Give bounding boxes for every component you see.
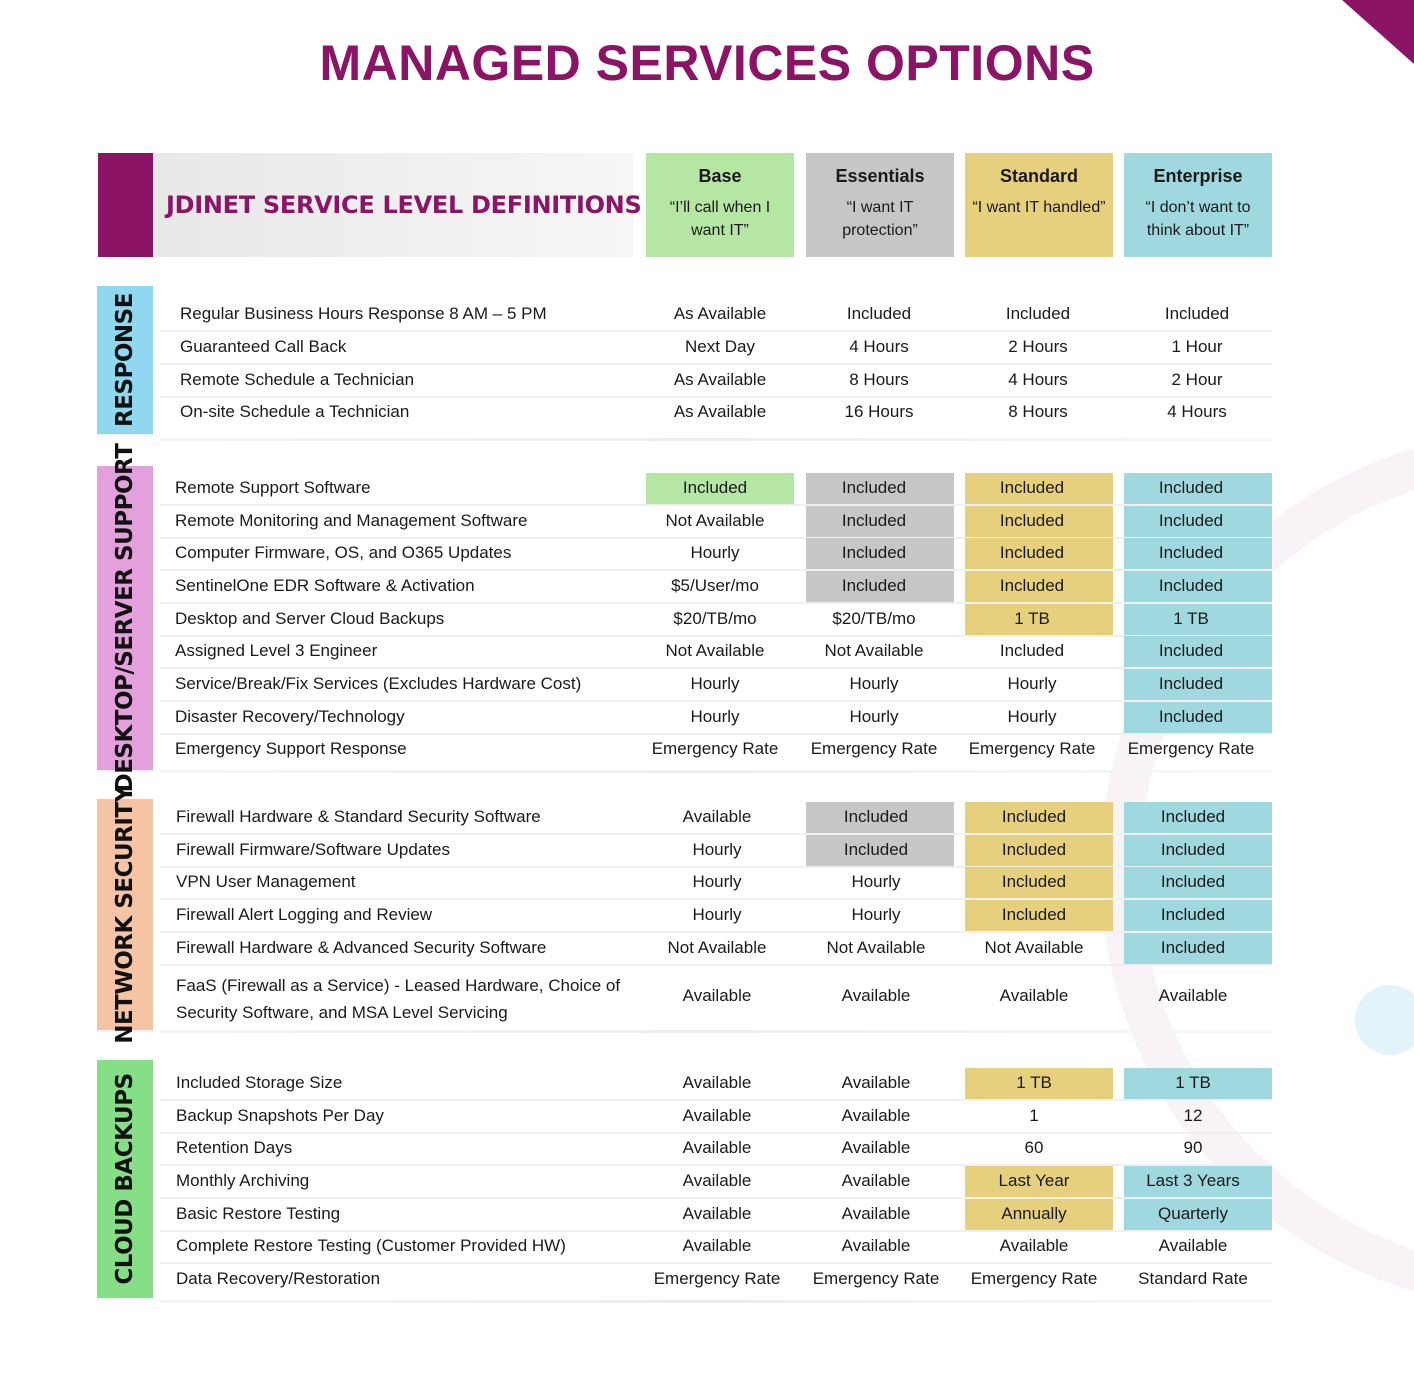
tier-quote: “I’ll call when I want IT” [669,199,771,239]
row-separator [160,667,1272,669]
cell-standard: Hourly [1007,674,1057,693]
cell-essentials: Included [843,807,909,826]
cell-essentials: Included [843,840,909,859]
row-separator [160,396,1272,398]
cell-enterprise: Included [1160,872,1226,891]
cell-enterprise: 90 [1183,1138,1203,1157]
row-separator [160,330,1272,332]
row-separator [160,700,1272,702]
section-title: CLOUD BACKUPS [112,1073,138,1285]
section-tab-cloud-backups [97,1060,153,1298]
cell-base: Emergency Rate [651,739,779,758]
page-title: MANAGED SERVICES OPTIONS [319,35,1095,91]
row-label: Monthly Archiving [176,1171,310,1190]
cell-standard: Included [999,478,1065,497]
cell-standard: Included [1005,304,1071,323]
row-separator [160,1230,1272,1232]
cell-essentials: Available [841,986,911,1005]
row-label: Remote Monitoring and Management Software [175,511,528,530]
row-label: Remote Support Software [175,478,371,497]
cell-enterprise: 1 TB [1173,609,1209,628]
cell-standard: 1 TB [1016,1073,1052,1092]
tier-name: Standard [999,166,1078,186]
tier-quote: “I want IT protection” [842,199,918,239]
cell-standard: Last Year [998,1171,1070,1190]
cell-base: Not Available [665,511,765,530]
tier-quote: “I want IT handled” [972,199,1106,216]
row-label: Firewall Hardware & Advanced Security Software [176,938,547,957]
cell-essentials: Available [841,1171,911,1190]
section-tab-network-security [97,785,153,1044]
row-separator [160,733,1272,735]
cell-essentials: Not Available [824,641,924,660]
tier-quote: “I don’t want to think about IT” [1145,199,1251,239]
cell-essentials: Hourly [851,872,901,891]
cell-enterprise: 2 Hour [1171,370,1223,389]
row-label: Guaranteed Call Back [180,337,347,356]
cell-base: Available [682,1138,752,1157]
cell-essentials: Available [841,1138,911,1157]
cell-enterprise: 1 Hour [1171,337,1223,356]
cell-standard: 60 [1024,1138,1044,1157]
row-label: Firewall Alert Logging and Review [176,905,433,924]
cell-standard: Hourly [1007,707,1057,726]
cell-essentials: Included [841,576,907,595]
cell-essentials: Available [841,1236,911,1255]
cell-base: Not Available [667,938,767,957]
row-label-line-1: FaaS (Firewall as a Service) - Leased Hardware, Choice of [176,976,621,995]
cell-enterprise: Included [1160,807,1226,826]
cell-essentials: Hourly [851,905,901,924]
cell-standard: 8 Hours [1008,402,1068,421]
cell-enterprise: Included [1158,543,1224,562]
tier-header-enterprise [1124,153,1272,257]
cell-base: Available [682,1073,752,1092]
row-label: Service/Break/Fix Services (Excludes Hardware Cost) [175,674,582,693]
tier-header-base [646,153,794,257]
cell-base: Hourly [692,872,742,891]
cell-enterprise: 4 Hours [1167,402,1227,421]
cell-essentials: Included [841,478,907,497]
row-label: Regular Business Hours Response 8 AM – 5 PM [180,304,547,323]
cell-standard: Included [1001,807,1067,826]
cell-essentials: Available [841,1073,911,1092]
row-label-line-2: Security Software, and MSA Level Servicing [176,1003,508,1022]
cell-enterprise: Quarterly [1158,1204,1228,1223]
section-tab-desktop-server-support [97,443,153,793]
cell-standard: Included [1001,840,1067,859]
cell-base: Included [682,478,748,497]
cell-base: As Available [673,402,767,421]
section-bottom-rule [160,438,1272,441]
cell-base: Available [682,986,752,1005]
cell-enterprise: Included [1158,707,1224,726]
cell-standard: Included [1001,905,1067,924]
cell-base: Hourly [692,905,742,924]
row-separator [160,1132,1272,1134]
tier-header-standard [965,153,1113,257]
cell-enterprise: Included [1158,511,1224,530]
cell-base: Hourly [692,840,742,859]
row-label: Desktop and Server Cloud Backups [175,609,445,628]
cell-essentials: Not Available [826,938,926,957]
cell-enterprise: Included [1164,304,1230,323]
cell-standard: Included [999,543,1065,562]
cell-enterprise: Included [1160,938,1226,957]
cell-standard: Included [1001,872,1067,891]
cell-enterprise: Available [1158,1236,1228,1255]
cell-base: Available [682,1204,752,1223]
cell-enterprise: 12 [1183,1106,1203,1125]
cell-standard: Not Available [984,938,1084,957]
header-accent-bar [98,153,153,257]
cell-standard: Available [999,1236,1069,1255]
cell-essentials: Included [841,543,907,562]
row-label: Firewall Hardware & Standard Security Software [176,807,541,826]
cell-essentials: Emergency Rate [812,1269,940,1288]
row-separator [160,964,1272,966]
tier-name: Base [698,166,742,186]
cell-enterprise: Included [1158,478,1224,497]
cell-standard: Included [999,511,1065,530]
row-label: Basic Restore Testing [176,1204,341,1223]
cell-essentials: Included [841,511,907,530]
row-label: Disaster Recovery/Technology [175,707,405,726]
cell-essentials: 8 Hours [849,370,909,389]
cell-standard: 2 Hours [1008,337,1068,356]
cell-standard: 1 [1029,1106,1039,1125]
cell-enterprise: Included [1158,576,1224,595]
cell-standard: 1 TB [1014,609,1050,628]
row-label: Remote Schedule a Technician [180,370,415,389]
cell-enterprise: Available [1158,986,1228,1005]
section-title: RESPONSE [112,293,138,427]
cell-essentials: 16 Hours [844,402,914,421]
cell-essentials: Available [841,1106,911,1125]
cell-base: As Available [673,304,767,323]
section-tab-response [97,286,153,434]
cell-base: Not Available [665,641,765,660]
cell-essentials: Available [841,1204,911,1223]
row-label: On-site Schedule a Technician [180,402,410,421]
cell-standard: Annually [1001,1204,1067,1223]
cell-essentials: 4 Hours [849,337,909,356]
row-separator [160,931,1272,933]
row-label: Complete Restore Testing (Customer Provided HW) [176,1236,566,1255]
cell-base: Available [682,1236,752,1255]
section-bottom-rule [160,770,1272,773]
row-label: Backup Snapshots Per Day [176,1106,384,1125]
section-bottom-rule [160,1030,1272,1033]
cell-base: Next Day [685,337,755,356]
cell-standard: Emergency Rate [968,739,1096,758]
row-label: Data Recovery/Restoration [176,1269,381,1288]
cell-base: $5/User/mo [671,576,759,595]
cell-base: $20/TB/mo [673,609,757,628]
section-title: NETWORK SECURITY [112,785,138,1044]
cell-enterprise: Included [1160,905,1226,924]
cell-base: As Available [673,370,767,389]
cell-enterprise: 1 TB [1175,1073,1211,1092]
tier-name: Essentials [835,166,925,186]
row-label: Emergency Support Response [175,739,407,758]
section-bottom-rule [160,1300,1272,1303]
cell-enterprise: Last 3 Years [1146,1171,1240,1190]
row-label [176,972,620,1026]
row-label: Included Storage Size [176,1073,343,1092]
row-label: VPN User Management [176,872,356,891]
row-separator [160,635,1272,637]
cell-essentials: Hourly [849,674,899,693]
cell-standard: Included [999,576,1065,595]
cell-standard: Emergency Rate [970,1269,1098,1288]
cell-base: Available [682,807,752,826]
row-label: Firewall Firmware/Software Updates [176,840,450,859]
row-label: Assigned Level 3 Engineer [175,641,378,660]
cell-standard: Available [999,986,1069,1005]
section-title: DESKTOP/SERVER SUPPORT [112,443,138,793]
row-label: SentinelOne EDR Software & Activation [175,576,475,595]
row-separator [160,1262,1272,1264]
header-label: JDINET SERVICE LEVEL DEFINITIONS [166,191,642,219]
row-label: Computer Firmware, OS, and O365 Updates [175,543,512,562]
tier-name: Enterprise [1153,166,1243,186]
cell-base: Available [682,1171,752,1190]
cell-base: Emergency Rate [653,1269,781,1288]
cell-base: Hourly [690,674,740,693]
row-separator [160,1099,1272,1101]
cell-enterprise: Included [1158,674,1224,693]
tier-header-essentials [806,153,954,257]
row-label: Retention Days [176,1138,293,1157]
row-separator [160,363,1272,365]
cell-essentials: $20/TB/mo [832,609,916,628]
cell-standard: 4 Hours [1008,370,1068,389]
cell-base: Hourly [690,707,740,726]
cell-enterprise: Standard Rate [1138,1269,1248,1288]
cell-base: Available [682,1106,752,1125]
cell-essentials: Included [846,304,912,323]
cell-enterprise: Included [1160,840,1226,859]
cell-essentials: Emergency Rate [810,739,938,758]
cell-enterprise: Included [1158,641,1224,660]
cell-base: Hourly [690,543,740,562]
cell-essentials: Hourly [849,707,899,726]
cell-enterprise: Emergency Rate [1127,739,1255,758]
cell-standard: Included [999,641,1065,660]
